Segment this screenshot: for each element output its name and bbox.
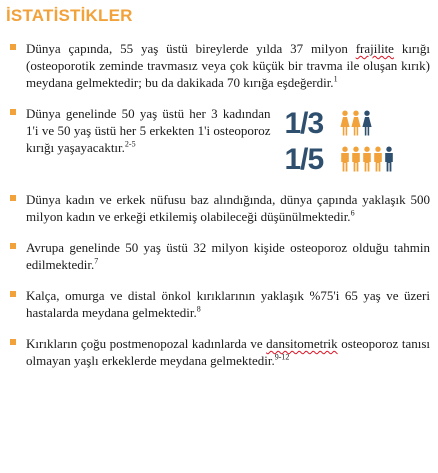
page-title: İSTATİSTİKLER — [6, 6, 133, 25]
bullet-icon — [10, 291, 16, 297]
list-item — [8, 335, 430, 369]
woman-icon — [362, 110, 372, 136]
fraction-infographic — [284, 105, 430, 177]
item-text: Avrupa genelinde 50 yaş üstü 32 milyon kişide osteoporoz olduğu tahmin edilmektedir. — [26, 240, 430, 272]
list-item — [8, 105, 430, 177]
item-text-cont: osteoporoz tanısı olmayan yaşlı erkeklerde meydana gelmektedir. — [26, 336, 430, 368]
reference: 2-5 — [124, 139, 136, 149]
men-stat — [284, 141, 430, 177]
reference: 9-12 — [274, 352, 290, 362]
underlined-term: dansitometrik — [266, 336, 338, 351]
woman-icon — [351, 110, 361, 136]
item-text-cont: kırığı (osteoporotik zeminde travmasız veya çok küçük bir travma ile oluşan kırık) meydana gelmektedir; bu da dakikada 70 kırığa eşdeğerdir. — [26, 41, 430, 90]
item-text: Kırıkların çoğu postmenopozal kadınlarda ve — [26, 336, 267, 351]
men-fraction: 1/5 — [284, 142, 324, 176]
man-icon — [373, 146, 383, 172]
bullet-icon — [10, 243, 16, 249]
item-text: Dünya çapında, 55 yaş üstü bireylerde yılda 37 milyon — [26, 41, 356, 56]
reference: 6 — [350, 208, 355, 218]
underlined-term: frajilite — [355, 41, 394, 56]
list-item — [8, 287, 430, 321]
bullet-icon — [10, 195, 16, 201]
list-item — [8, 191, 430, 225]
man-icon — [384, 146, 394, 172]
item-text: Dünya kadın ve erkek nüfusu baz alındığında, dünya çapında yaklaşık 500 milyon kadın ve erkeği etkilemiş olabileceği düşünülmektedir. — [26, 192, 430, 224]
item-text: Kalça, omurga ve distal önkol kırıklarının yaklaşık %75'i 65 yaş ve üzeri hastalarda meydana gelmektedir. — [26, 288, 430, 320]
man-icon — [362, 146, 372, 172]
man-icon — [351, 146, 361, 172]
women-people — [340, 110, 372, 136]
man-icon — [340, 146, 350, 172]
men-people — [340, 146, 394, 172]
list-item — [8, 40, 430, 91]
reference: 8 — [196, 304, 201, 314]
item-text: Dünya genelinde 50 yaş üstü her 3 kadından 1'i ve 50 yaş üstü her 5 erkekten 1'i osteoporoz kırığı yaşayacaktır. — [26, 106, 271, 155]
bullet-icon — [10, 44, 16, 50]
reference: 7 — [94, 256, 99, 266]
list-item — [8, 239, 430, 273]
reference: 1 — [333, 74, 338, 84]
women-stat — [284, 105, 430, 141]
bullet-icon — [10, 109, 16, 115]
statistics-list — [8, 40, 430, 369]
bullet-icon — [10, 339, 16, 345]
woman-icon — [340, 110, 350, 136]
item-body — [26, 105, 270, 177]
women-fraction: 1/3 — [284, 106, 324, 140]
